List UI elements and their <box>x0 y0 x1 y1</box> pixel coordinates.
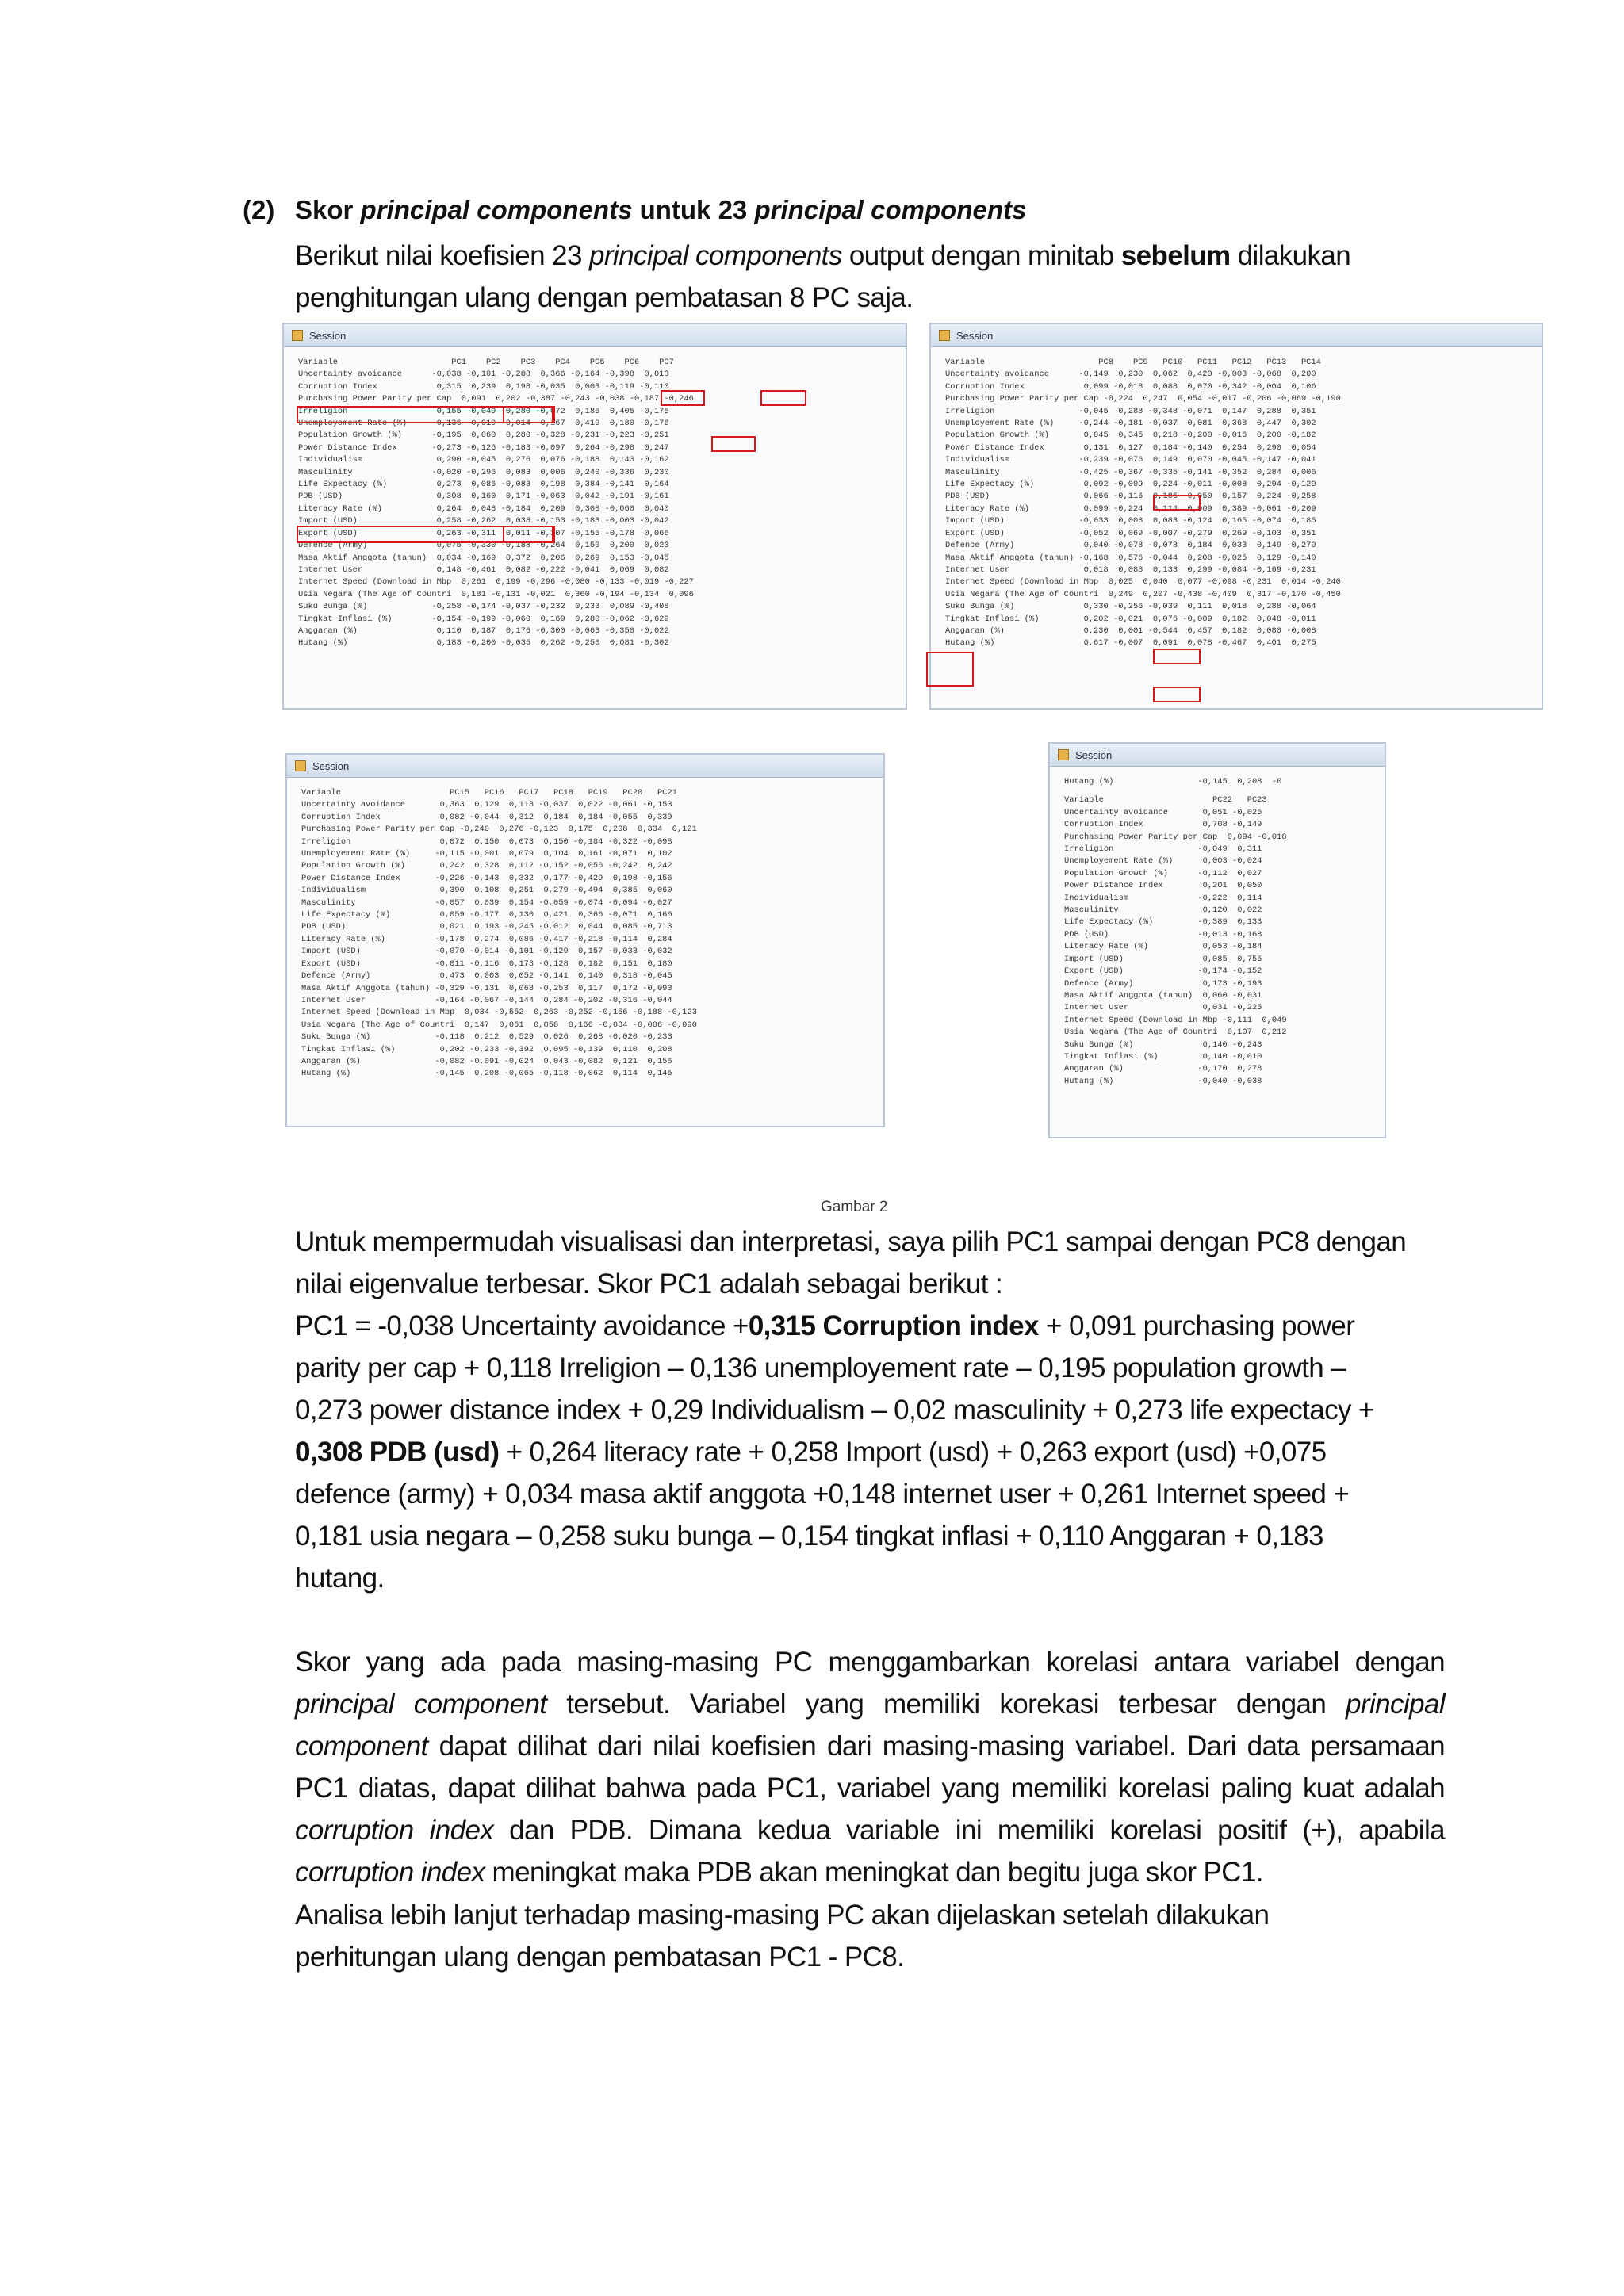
highlight-pc7 <box>926 652 974 687</box>
session-output <box>287 778 883 1090</box>
table-row: Life Expectacy (%) 0,092 -0,009 0,224 -0,011 -0,008 0,294 -0,129 <box>945 480 1316 490</box>
pc1-paragraph: Untuk mempermudah visualisasi dan interpretasi, saya pilih PC1 sampai dengan PC8 dengan nilai eigenvalue terbesar. Skor PC1 adalah sebagai berikut : PC1 = -0,038 Uncertainty avoidance +0,315 Corruption index + 0,091 purchasing power parity per cap + 0,118 Irreligion – 0,136 unemployement rate – 0,195 population growth – 0,273 power distance index + 0,29 Individualism – 0,02 masculinity + 0,273 life expectacy + 0,308 PDB (usd) + 0,264 literacy rate + 0,258 Import (usd) + 0,263 export (usd) +0,075 defence (army) + 0,034 masa aktif anggota +0,148 internet user + 0,261 Internet speed + 0,181 usia negara – 0,258 suku bunga – 0,154 tingkat inflasi + 0,110 Anggaran + 0,183 hutang. <box>295 1226 1407 1594</box>
table-row: PDB (USD) 0,066 -0,116 0,185 -0,050 0,157 0,224 -0,258 <box>945 492 1316 502</box>
table-row: Irreligion 0,072 0,150 0,073 0,150 -0,184 -0,322 -0,098 <box>301 836 672 847</box>
table-row: Import (USD) -0,033 0,008 0,083 -0,124 0,165 -0,074 0,185 <box>945 516 1316 526</box>
table-row: Population Growth (%) 0,242 0,328 0,112 -0,152 -0,056 -0,242 0,242 <box>301 861 672 871</box>
table-row: Uncertainty avoidance 0,051 -0,025 <box>1064 807 1262 817</box>
table-row: Masculinity 0,120 0,022 <box>1064 905 1262 916</box>
table-row: Usia Negara (The Age of Countri 0,181 -0,131 -0,021 0,360 -0,194 -0,134 0,096 <box>298 589 694 599</box>
highlight-pc8-masculinity <box>1153 495 1201 511</box>
table-row: Internet User 0,031 -0,225 <box>1064 1003 1262 1013</box>
session-icon <box>939 330 950 341</box>
highlight-pc4 <box>661 390 705 406</box>
table-row: Masa Aktif Anggota (tahun) 0,034 -0,169 0,372 0,206 0,269 0,153 -0,045 <box>298 553 669 563</box>
table-row: Anggaran (%) 0,110 0,187 0,176 -0,300 -0,063 -0,350 -0,022 <box>298 626 669 636</box>
table-row: PDB (USD) 0,308 0,160 0,171 -0,063 0,042 -0,191 -0,161 <box>298 492 669 502</box>
table-row: Life Expectacy (%) 0,059 -0,177 0,130 0,421 0,366 -0,071 0,166 <box>301 910 672 920</box>
table-rows <box>1064 807 1370 1088</box>
table-row: Corruption Index 0,099 -0,018 0,088 0,070 -0,342 -0,004 0,106 <box>945 381 1316 392</box>
table-row: Import (USD) -0,070 -0,014 -0,101 -0,129 0,157 -0,033 -0,032 <box>301 947 672 957</box>
table-row: Defence (Army) 0,173 -0,193 <box>1064 978 1262 989</box>
table-row: Export (USD) -0,052 0,069 -0,007 -0,279 0,269 -0,103 0,351 <box>945 528 1316 538</box>
table-row: Export (USD) -0,174 -0,152 <box>1064 966 1262 977</box>
table-row: Suku Bunga (%) 0,330 -0,256 -0,039 0,111 0,018 0,288 -0,064 <box>945 602 1316 612</box>
table-row: Masculinity -0,057 0,039 0,154 -0,059 -0,074 -0,094 -0,027 <box>301 897 672 908</box>
table-row: Uncertainty avoidance 0,363 0,129 0,113 -0,037 0,022 -0,061 -0,153 <box>301 800 672 810</box>
table-row: PDB (USD) 0,021 0,193 -0,245 -0,012 0,044 0,085 -0,713 <box>301 922 672 932</box>
table-row: Suku Bunga (%) -0,118 0,212 0,529 0,026 0,268 -0,020 -0,233 <box>301 1032 672 1043</box>
session-output <box>1050 767 1385 1097</box>
table-row: Individualism -0,239 -0,076 0,149 0,070 -0,045 -0,147 -0,041 <box>945 455 1316 465</box>
table-row: Hutang (%) 0,617 -0,007 0,091 0,078 -0,467 0,401 0,275 <box>945 638 1316 649</box>
highlight-pc8-hutang <box>1153 687 1201 702</box>
table-row: Literacy Rate (%) -0,178 0,274 0,086 -0,417 -0,218 -0,114 0,284 <box>301 934 672 944</box>
table-row: Masa Aktif Anggota (tahun) -0,168 0,576 -0,044 0,208 -0,025 0,129 -0,140 <box>945 553 1316 563</box>
table-row: Import (USD) 0,258 -0,262 0,038 -0,153 -0,183 -0,003 -0,042 <box>298 516 669 526</box>
window-titlebar: Session <box>284 324 906 347</box>
minitab-session-window-pc22-pc23 <box>1048 742 1386 1138</box>
session-icon <box>292 330 303 341</box>
table-row: Population Growth (%) 0,045 0,345 0,218 -0,200 -0,016 0,200 -0,182 <box>945 430 1316 441</box>
table-row: Irreligion -0,045 0,288 -0,348 -0,071 0,147 0,288 0,351 <box>945 406 1316 416</box>
highlight-pc8-suku-bunga <box>1153 649 1201 664</box>
section-number: (2) <box>243 195 275 224</box>
window-titlebar: Session <box>287 755 883 778</box>
table-row: Population Growth (%) -0,195 0,060 0,280 -0,328 -0,231 -0,223 -0,251 <box>298 430 669 441</box>
table-row: Individualism 0,290 -0,045 0,276 0,076 -0,188 0,143 -0,162 <box>298 455 669 465</box>
table-row: Irreligion -0,049 0,311 <box>1064 844 1262 855</box>
table-row: Power Distance Index -0,226 -0,143 0,332 0,177 -0,429 0,198 -0,156 <box>301 873 672 883</box>
table-row: Tingkat Inflasi (%) -0,154 -0,199 -0,060 0,169 0,280 -0,062 -0,629 <box>298 614 669 624</box>
table-row: Defence (Army) 0,075 -0,330 -0,188 -0,264 0,150 0,200 0,023 <box>298 541 669 551</box>
table-row: Usia Negara (The Age of Countri 0,249 0,207 -0,438 -0,409 0,317 -0,170 -0,450 <box>945 589 1341 599</box>
table-row: Unemployement Rate (%) -0,115 -0,001 0,079 0,104 0,161 -0,071 0,102 <box>301 849 672 859</box>
table-row: Purchasing Power Parity per Cap -0,240 0,276 -0,123 0,175 0,208 0,334 0,121 <box>301 825 697 835</box>
window-titlebar: Session <box>1050 744 1385 767</box>
session-output <box>284 347 906 660</box>
table-row: Hutang (%) -0,040 -0,038 <box>1064 1076 1262 1086</box>
table-row: Internet Speed (Download in Mbp 0,025 0,040 0,077 -0,098 -0,231 0,014 -0,240 <box>945 577 1341 587</box>
table-row: Hutang (%) 0,183 -0,200 -0,035 0,262 -0,250 0,081 -0,302 <box>298 638 669 649</box>
table-header: Variable PC15 PC16 PC17 PC18 PC19 PC20 PC21 <box>301 788 677 798</box>
table-row: Uncertainty avoidance -0,038 -0,101 -0,288 0,366 -0,164 -0,398 0,013 <box>298 369 669 380</box>
table-row: Literacy Rate (%) 0,264 0,048 -0,184 0,209 0,308 -0,060 0,040 <box>298 503 669 514</box>
table-row: Masculinity -0,020 -0,296 0,083 0,006 0,240 -0,336 0,230 <box>298 467 669 477</box>
highlight-pc1-pdb <box>503 526 553 543</box>
minitab-session-window-pc8-pc14 <box>929 323 1543 710</box>
table-row: Unemployement Rate (%) -0,136 -0,019 -0,014 0,167 0,419 0,180 -0,176 <box>298 419 669 429</box>
table-row: Import (USD) 0,085 0,755 <box>1064 954 1262 964</box>
table-row: Defence (Army) 0,473 0,003 0,052 -0,141 0,140 0,318 -0,045 <box>301 971 672 982</box>
table-row: Individualism -0,222 0,114 <box>1064 893 1262 903</box>
highlight-pc5 <box>711 436 756 452</box>
highlight-pc1-corruption <box>503 406 553 423</box>
table-row: Population Growth (%) -0,112 0,027 <box>1064 868 1262 878</box>
table-row: Individualism 0,390 0,108 0,251 0,279 -0,494 0,385 0,060 <box>301 886 672 896</box>
session-output <box>931 347 1542 660</box>
highlight-pc6 <box>760 390 806 406</box>
section-heading: (2) Skor principal components untuk 23 principal components <box>243 195 1027 224</box>
minitab-session-window-pc1-pc7 <box>282 323 907 710</box>
table-row: Usia Negara (The Age of Countri 0,147 0,061 0,058 0,166 -0,034 -0,006 -0,090 <box>301 1020 697 1030</box>
table-row: Masa Aktif Anggota (tahun) -0,329 -0,131 0,068 -0,253 0,117 0,172 -0,093 <box>301 983 672 993</box>
table-row: Internet Speed (Download in Mbp 0,034 -0,552 0,263 -0,252 -0,156 -0,188 -0,123 <box>301 1008 697 1018</box>
table-row: Defence (Army) 0,040 -0,078 -0,078 0,184 0,033 0,149 -0,279 <box>945 541 1316 551</box>
table-row: Corruption Index 0,708 -0,149 <box>1064 820 1262 830</box>
table-row: Internet User -0,164 -0,067 -0,144 0,284 -0,202 -0,316 -0,044 <box>301 995 672 1005</box>
table-row: Uncertainty avoidance -0,149 0,230 0,062 0,420 -0,003 -0,068 0,200 <box>945 369 1316 380</box>
table-row: Suku Bunga (%) -0,258 -0,174 -0,037 -0,232 0,233 0,089 -0,408 <box>298 602 669 612</box>
table-header: Variable PC8 PC9 PC10 PC11 PC12 PC13 PC14 <box>945 358 1321 367</box>
table-row: Masculinity -0,425 -0,367 -0,335 -0,141 -0,352 0,284 0,006 <box>945 467 1316 477</box>
table-row: Export (USD) -0,011 -0,116 0,173 -0,128 0,182 0,151 0,180 <box>301 959 672 969</box>
interpretation-paragraph: Skor yang ada pada masing-masing PC menggambarkan korelasi antara variabel dengan principal component tersebut. Variabel yang memiliki korekasi terbesar dengan principal component dapat dilihat dari nilai koefisien dari masing-masing variabel. Dari data persamaan PC1 diatas, dapat dilihat bahwa pada PC1, variabel yang memiliki korelasi paling kuat adalah corruption index dan PDB. Dimana kedua variable ini memiliki korelasi positif (+), apabila corruption index meningkat maka PDB akan meningkat dan begitu juga skor PC1. <box>295 1647 1445 1888</box>
table-row: Power Distance Index 0,201 0,050 <box>1064 881 1262 891</box>
table-row: Anggaran (%) -0,170 0,278 <box>1064 1064 1262 1074</box>
table-row: Purchasing Power Parity per Cap 0,094 -0,018 <box>1064 832 1287 842</box>
intro-paragraph: Berikut nilai koefisien 23 principal components output dengan minitab sebelum dilakukan penghitungan ulang dengan pembatasan 8 PC saja. <box>295 240 1351 313</box>
previous-output-line: Hutang (%) -0,145 0,208 -0 <box>1064 777 1282 786</box>
table-row: Tingkat Inflasi (%) 0,140 -0,010 <box>1064 1051 1262 1062</box>
table-row: Corruption Index 0,082 -0,044 0,312 0,184 0,184 -0,055 0,339 <box>301 812 672 822</box>
table-rows <box>945 369 1527 649</box>
table-row: Suku Bunga (%) 0,140 -0,243 <box>1064 1039 1262 1050</box>
session-icon <box>295 760 306 771</box>
table-row: Purchasing Power Parity per Cap -0,224 0,247 0,054 -0,017 -0,206 -0,069 -0,190 <box>945 394 1341 404</box>
table-row: Purchasing Power Parity per Cap 0,091 0,202 -0,387 -0,243 -0,038 -0,187 -0,246 <box>298 394 694 404</box>
closing-paragraph: Analisa lebih lanjut terhadap masing-masing PC akan dijelaskan setelah dilakukan perhitungan ulang dengan pembatasan PC1 - PC8. <box>295 1900 1270 1973</box>
table-row: Anggaran (%) 0,230 0,001 -0,544 0,457 0,182 0,080 -0,008 <box>945 626 1316 636</box>
table-row: Unemployement Rate (%) 0,003 -0,024 <box>1064 856 1262 867</box>
table-row: Corruption Index 0,315 0,239 0,198 -0,035 0,003 -0,119 -0,110 <box>298 381 669 392</box>
session-icon <box>1058 749 1069 760</box>
table-row: Life Expectacy (%) 0,273 0,086 -0,083 0,198 0,384 -0,141 0,164 <box>298 480 669 490</box>
table-header: Variable PC1 PC2 PC3 PC4 PC5 PC6 PC7 <box>298 358 674 367</box>
table-row: Unemployement Rate (%) -0,244 -0,181 -0,037 0,081 0,368 0,447 0,302 <box>945 419 1316 429</box>
table-row: Export (USD) 0,263 -0,311 0,011 -0,107 -0,155 -0,178 0,066 <box>298 528 669 538</box>
table-row: Internet User 0,148 -0,461 0,082 -0,222 -0,041 0,069 0,082 <box>298 564 669 575</box>
table-row: Literacy Rate (%) 0,053 -0,184 <box>1064 942 1262 952</box>
figure-caption: Gambar 2 <box>821 1199 888 1215</box>
table-row: Irreligion 0,155 0,049 -0,280 -0,072 0,186 0,405 -0,175 <box>298 406 669 416</box>
minitab-session-window-pc15-pc21 <box>285 753 885 1127</box>
table-row: Anggaran (%) -0,082 -0,091 -0,024 0,043 -0,082 0,121 0,156 <box>301 1056 672 1066</box>
table-row: Internet Speed (Download in Mbp -0,111 0,049 <box>1064 1015 1287 1025</box>
table-row: Life Expectacy (%) -0,389 0,133 <box>1064 917 1262 928</box>
table-row: Power Distance Index -0,273 -0,126 -0,183 -0,097 0,264 -0,298 0,247 <box>298 442 669 453</box>
table-rows <box>301 799 869 1080</box>
table-row: Literacy Rate (%) 0,099 -0,224 0,114 0,009 0,389 -0,061 -0,209 <box>945 503 1316 514</box>
table-row: Internet User 0,018 0,088 0,133 0,299 -0,084 -0,169 -0,231 <box>945 564 1316 575</box>
window-titlebar: Session <box>931 324 1542 347</box>
table-row: Masa Aktif Anggota (tahun) 0,060 -0,031 <box>1064 990 1262 1001</box>
table-row: Internet Speed (Download in Mbp 0,261 0,199 -0,296 -0,080 -0,133 -0,019 -0,227 <box>298 577 694 587</box>
table-header: Variable PC22 PC23 <box>1064 795 1267 806</box>
table-row: Power Distance Index 0,131 0,127 0,184 -0,140 0,254 0,290 0,054 <box>945 442 1316 453</box>
table-row: Hutang (%) -0,145 0,208 -0,065 -0,118 -0,062 0,114 0,145 <box>301 1069 672 1079</box>
table-row: Tingkat Inflasi (%) 0,202 -0,021 0,076 -0,009 0,182 0,048 -0,011 <box>945 614 1316 624</box>
table-row: Tingkat Inflasi (%) 0,202 -0,233 -0,392 0,095 -0,139 0,110 0,208 <box>301 1044 672 1054</box>
table-row: Usia Negara (The Age of Countri 0,107 0,212 <box>1064 1027 1287 1038</box>
table-row: PDB (USD) -0,013 -0,168 <box>1064 929 1262 939</box>
